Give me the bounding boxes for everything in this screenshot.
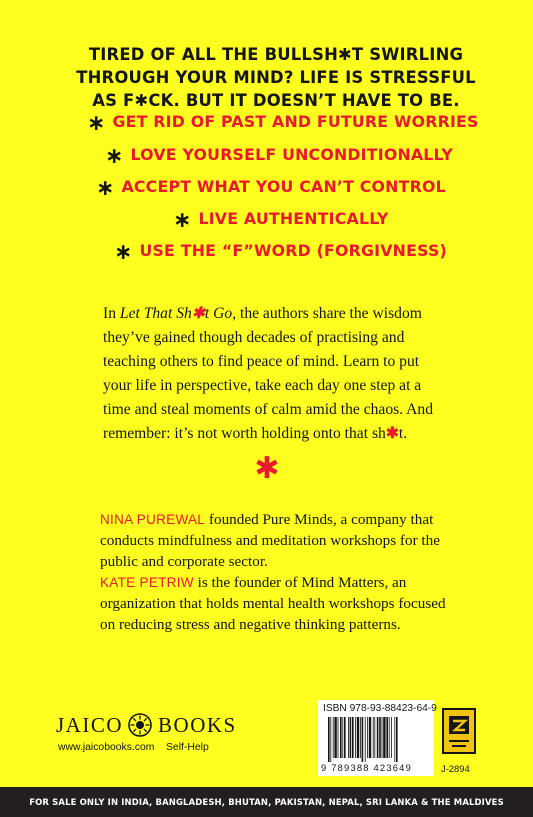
benefit-item <box>114 237 447 265</box>
barcode-bar <box>330 717 331 762</box>
barcode-bar <box>382 717 383 758</box>
asterisk-icon: ✱ <box>385 425 399 442</box>
publisher-name-left: JAICO <box>56 712 124 737</box>
barcode-bar <box>377 717 379 758</box>
asterisk-icon: ∗ <box>114 240 133 265</box>
headline-line-3: AS F✱CK. BUT IT DOESN’T HAVE TO BE. <box>92 91 460 110</box>
barcode-bar <box>367 717 368 758</box>
barcode-bar <box>360 717 361 758</box>
barcode-bars-icon <box>328 717 428 762</box>
barcode-bar <box>333 717 334 758</box>
barcode-bar <box>386 717 388 758</box>
book-title: Let That Sh✱t Go <box>119 305 233 322</box>
imprint-logo-icon <box>442 708 476 754</box>
barcode-bar <box>379 717 381 758</box>
asterisk-icon: ✱ <box>191 305 205 322</box>
author-bio <box>100 572 450 635</box>
book-category: Self-Help <box>166 742 209 753</box>
book-description: In Let That Sh✱t Go, the authors share the wisdom they’ve gained though decades of practising and teaching others to find peace of mind. Learn to put your life in perspective, take each day one step at a time and steal moments of calm amid the chaos. And remember: it’s not worth holding onto that sh✱t. <box>103 305 433 442</box>
barcode-bar <box>334 717 336 758</box>
imprint-mark-icon <box>444 710 474 752</box>
product-code: J-2894 <box>441 763 470 774</box>
barcode-bar <box>352 717 354 758</box>
benefit-item <box>173 205 389 233</box>
benefit-text: GET RID OF PAST AND FUTURE WORRIES <box>112 112 479 131</box>
author-bio <box>100 509 450 572</box>
benefit-item <box>96 173 446 201</box>
benefit-item <box>87 108 479 136</box>
sales-territory-notice: FOR SALE ONLY IN INDIA, BANGLADESH, BHUTAN, PAKISTAN, NEPAL, SRI LANKA & THE MALDIVES <box>29 797 504 807</box>
publisher-logo <box>56 711 237 739</box>
benefit-text: LIVE AUTHENTICALLY <box>198 209 389 228</box>
headline-line-1: TIRED OF ALL THE BULLSH✱T SWIRLING <box>88 45 464 64</box>
sun-emblem-icon <box>128 713 152 737</box>
barcode-bar <box>373 717 374 758</box>
barcode-bar <box>362 717 364 762</box>
isbn-number: ISBN 978-93-88423-64-9 <box>323 703 437 714</box>
barcode-bar <box>344 717 346 758</box>
isbn-barcode <box>318 700 437 776</box>
benefit-text: USE THE “F”WORD (FORGIVNESS) <box>139 241 447 260</box>
barcode-bar <box>340 717 342 758</box>
author-name: NINA PUREWAL <box>100 512 206 527</box>
barcode-bar <box>389 717 390 758</box>
benefit-text: ACCEPT WHAT YOU CAN’T CONTROL <box>121 177 446 196</box>
asterisk-icon: ∗ <box>87 111 106 136</box>
headline <box>76 43 476 112</box>
asterisk-icon: ∗ <box>96 176 115 201</box>
author-bio-text: is the founder of Mind Matters, an organization that holds mental health workshops focused on reducing stress and negative thinking patterns. <box>100 574 446 633</box>
headline-line-2: THROUGH YOUR MIND? LIFE IS STRESSFUL <box>76 68 476 87</box>
barcode-bar <box>348 717 349 758</box>
divider-asterisk-icon: ✱ <box>254 451 280 486</box>
publisher-name-right: BOOKS <box>158 712 237 737</box>
asterisk-icon: ∗ <box>105 144 124 169</box>
barcode-bar <box>369 717 371 758</box>
barcode-bar <box>355 717 356 758</box>
barcode-bar <box>394 717 395 762</box>
publisher-website: www.jaicobooks.com <box>58 742 155 753</box>
author-bio-text: founded Pure Minds, a company that conducts mindfulness and meditation workshops for the public and corporate sector. <box>100 511 440 570</box>
asterisk-icon: ∗ <box>173 208 192 233</box>
barcode-bar <box>383 717 385 758</box>
barcode-bar <box>374 717 375 758</box>
barcode-bar <box>328 717 330 762</box>
author-name: KATE PETRIW <box>100 575 194 590</box>
benefit-text: LOVE YOURSELF UNCONDITIONALLY <box>130 145 453 164</box>
benefit-item <box>105 141 453 169</box>
sales-territory-band <box>0 787 533 817</box>
barcode-bar <box>342 717 343 758</box>
barcode-bar <box>396 717 398 762</box>
barcode-bar <box>338 717 339 758</box>
barcode-bar <box>365 717 366 762</box>
barcode-bar <box>357 717 359 758</box>
barcode-bar <box>391 717 392 758</box>
barcode-bar <box>350 717 352 758</box>
barcode-digits: 9 789388 423649 <box>321 762 412 773</box>
